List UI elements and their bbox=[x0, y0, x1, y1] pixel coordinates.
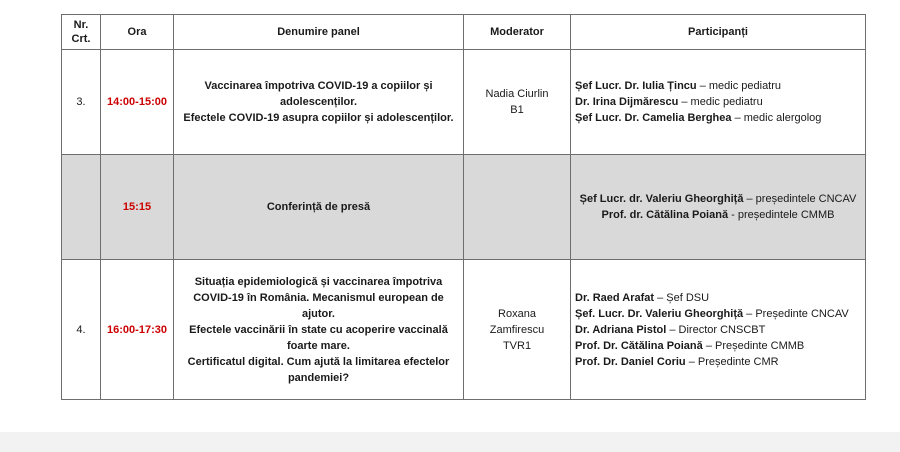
panel-line: Certificatul digital. Cum ajută la limitarea efectelor bbox=[187, 355, 450, 368]
participant bbox=[575, 78, 861, 94]
panel-line: ajutor. bbox=[301, 307, 335, 320]
participant bbox=[575, 306, 861, 322]
table-row bbox=[62, 155, 866, 260]
table-row bbox=[62, 260, 866, 400]
participant bbox=[575, 338, 861, 354]
participant-name: Prof. Dr. Cătălina Poiană bbox=[575, 339, 703, 352]
schedule-table bbox=[61, 14, 866, 400]
participant-role: – președintele CNCAV bbox=[743, 193, 857, 205]
participant bbox=[575, 94, 861, 110]
moderator bbox=[464, 50, 571, 155]
participants bbox=[571, 155, 866, 260]
row-number bbox=[62, 155, 101, 260]
panel-title bbox=[174, 50, 464, 155]
panel-line: Efectele vaccinării în state cu acoperire vaccinală bbox=[189, 323, 448, 336]
panel-line: adolescenților. bbox=[279, 96, 358, 108]
row-time: 15:15 bbox=[101, 155, 174, 260]
participant bbox=[575, 290, 861, 306]
header-ora: Ora bbox=[101, 15, 174, 50]
bottom-band bbox=[0, 432, 900, 452]
header-panel: Denumire panel bbox=[174, 15, 464, 50]
moderator-line: B1 bbox=[510, 104, 524, 116]
participant-name: Dr. Adriana Pistol bbox=[575, 323, 667, 336]
participant-role: – Președinte CMMB bbox=[702, 339, 805, 352]
participant-name: Șef Lucr. Dr. Iulia Țincu bbox=[575, 80, 697, 92]
participant-role: – Președinte CNCAV bbox=[743, 307, 849, 320]
header-row bbox=[62, 15, 866, 50]
moderator-line: Nadia Ciurlin bbox=[485, 88, 549, 100]
participant-name: Prof. dr. Cătălina Poiană bbox=[601, 209, 729, 221]
participants bbox=[571, 50, 866, 155]
panel-title bbox=[174, 260, 464, 400]
panel-line: Efectele COVID-19 asupra copiilor și adolescenților. bbox=[183, 112, 454, 124]
header-nr bbox=[62, 15, 101, 50]
participant-name: Dr. Raed Arafat bbox=[575, 291, 655, 304]
moderator bbox=[464, 155, 571, 260]
header-participants: Participanți bbox=[571, 15, 866, 50]
moderator bbox=[464, 260, 571, 400]
row-number: 4. bbox=[62, 260, 101, 400]
participant-role: – medic alergolog bbox=[731, 112, 822, 124]
header-nr-label: Nr. Crt. bbox=[71, 19, 91, 45]
panel-line: Conferință de presă bbox=[266, 201, 371, 213]
moderator-line: Zamfirescu bbox=[489, 323, 545, 336]
row-time: 14:00-15:00 bbox=[101, 50, 174, 155]
row-number: 3. bbox=[62, 50, 101, 155]
participant-role: – Președinte CMR bbox=[685, 355, 779, 368]
participants bbox=[571, 260, 866, 400]
participant-role: – Director CNSCBT bbox=[666, 323, 766, 336]
panel-line: foarte mare. bbox=[287, 339, 350, 352]
moderator-line: Roxana bbox=[498, 307, 536, 320]
participant bbox=[575, 322, 861, 338]
participant-name: Șef Lucr. dr. Valeriu Gheorghiță bbox=[579, 193, 744, 205]
participant-name: Prof. Dr. Daniel Coriu bbox=[575, 355, 686, 368]
participant bbox=[575, 191, 861, 207]
panel-line: pandemiei? bbox=[287, 371, 350, 384]
participant bbox=[575, 110, 861, 126]
panel-line: Vaccinarea împotriva COVID-19 a copiilor și bbox=[204, 80, 433, 92]
participant-role: – Șef DSU bbox=[654, 291, 710, 304]
participant-name: Șef. Lucr. Dr. Valeriu Gheorghiță bbox=[575, 307, 744, 320]
moderator-line: TVR1 bbox=[502, 339, 532, 352]
header-moderator: Moderator bbox=[464, 15, 571, 50]
participant bbox=[575, 354, 861, 370]
participant-name: Șef Lucr. Dr. Camelia Berghea bbox=[575, 112, 732, 124]
panel-title bbox=[174, 155, 464, 260]
participant-name: Dr. Irina Dijmărescu bbox=[575, 96, 679, 108]
table-row bbox=[62, 50, 866, 155]
panel-line: Situația epidemiologică și vaccinarea împotriva bbox=[194, 275, 443, 288]
row-time: 16:00-17:30 bbox=[101, 260, 174, 400]
participant-role: – medic pediatru bbox=[696, 80, 782, 92]
participant bbox=[575, 207, 861, 223]
panel-line: COVID-19 în România. Mecanismul european de bbox=[193, 291, 444, 304]
participant-role: - președintele CMMB bbox=[728, 209, 835, 221]
participant-role: – medic pediatru bbox=[678, 96, 763, 108]
